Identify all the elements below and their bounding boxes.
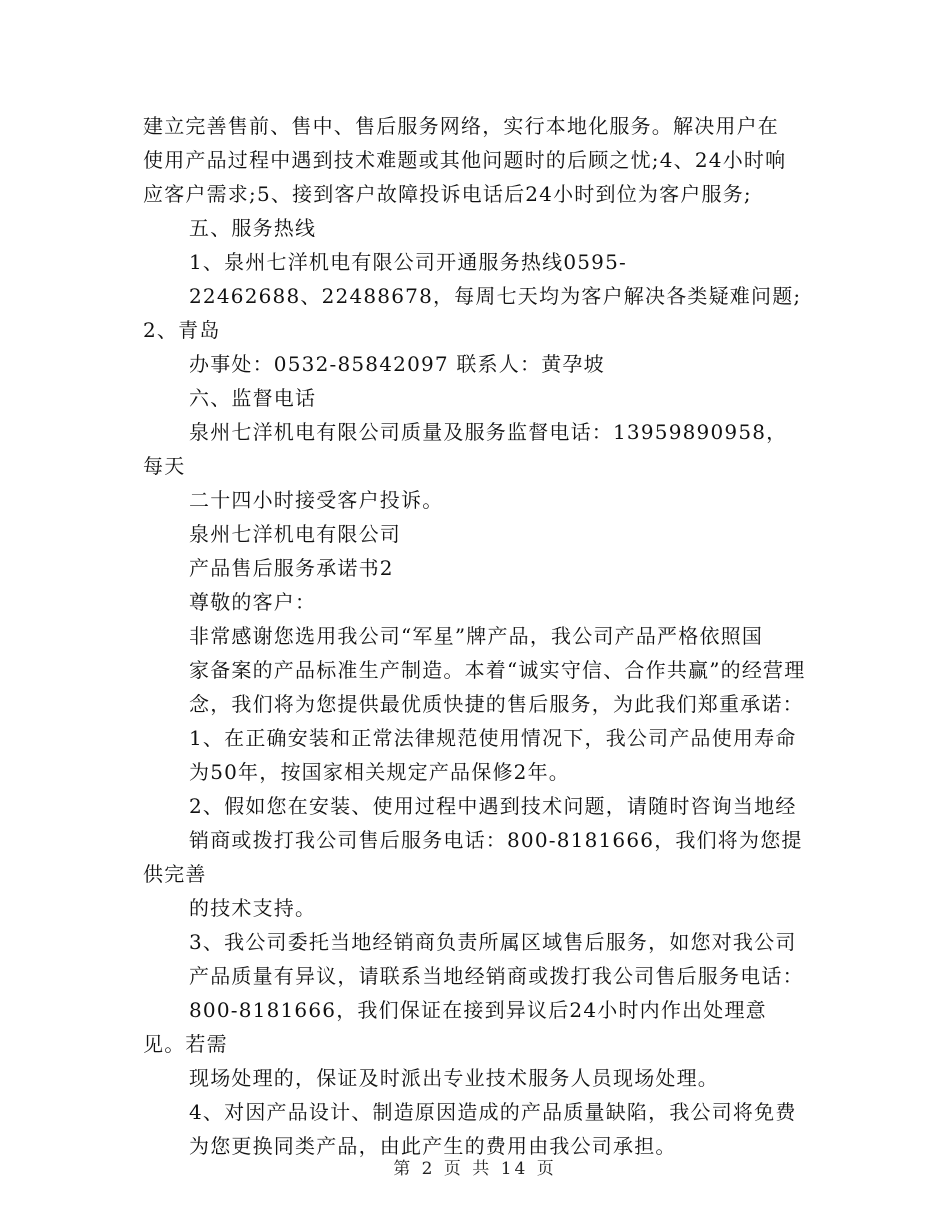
text-line: 22462688、22488678，每周七天均为客户解决各类疑难问题;2、青岛 bbox=[143, 284, 802, 342]
text-line: 2、假如您在安装、使用过程中遇到技术问题，请随时咨询当地经 bbox=[189, 794, 797, 818]
paragraph bbox=[143, 721, 808, 789]
text-line: 为您更换同类产品，由此产生的费用由我公司承担。 bbox=[189, 1134, 677, 1158]
text-line: 为50年，按国家相关规定产品保修2年。 bbox=[189, 760, 570, 784]
text-line: 销商或拨打我公司售后服务电话：800-8181666，我们将为您提供完善 bbox=[143, 828, 803, 886]
paragraph bbox=[143, 585, 808, 619]
text-line: 非常感谢您选用我公司“军星”牌产品，我公司产品严格依照国 bbox=[189, 624, 764, 648]
text-line: 4、对因产品设计、制造原因造成的产品质量缺陷，我公司将免费 bbox=[189, 1100, 797, 1124]
text-line: 产品质量有异议，请联系当地经销商或拨打我公司售后服务电话： bbox=[189, 964, 804, 988]
text-line: 建立完善售前、售中、售后服务网络，实行本地化服务。解决用户在 bbox=[143, 114, 779, 138]
paragraph bbox=[143, 415, 808, 517]
text-line: 念，我们将为您提供最优质快捷的售后服务，为此我们郑重承诺： bbox=[189, 692, 804, 716]
text-line: 家备案的产品标准生产制造。本着“诚实守信、合作共赢”的经营理 bbox=[189, 658, 806, 682]
text-line: 泉州七洋机电有限公司质量及服务监督电话：13959890958，每天 bbox=[143, 420, 788, 478]
paragraph bbox=[143, 789, 808, 925]
text-line: 六、监督电话 bbox=[189, 386, 317, 410]
paragraph bbox=[143, 925, 808, 1095]
paragraph bbox=[143, 619, 808, 721]
text-line: 产品售后服务承诺书2 bbox=[189, 556, 394, 580]
paragraph bbox=[143, 109, 808, 211]
paragraph bbox=[143, 211, 808, 245]
paragraph bbox=[143, 245, 808, 381]
text-line: 泉州七洋机电有限公司 bbox=[189, 522, 401, 546]
text-line: 3、我公司委托当地经销商负责所属区域售后服务，如您对我公司 bbox=[189, 930, 797, 954]
text-line: 使用产品过程中遇到技术难题或其他问题时的后顾之忧;4、24小时响 bbox=[143, 148, 787, 172]
text-line: 五、服务热线 bbox=[189, 216, 317, 240]
paragraph bbox=[143, 381, 808, 415]
text-line: 1、在正确安装和正常法律规范使用情况下，我公司产品使用寿命 bbox=[189, 726, 797, 750]
page-footer: 第 2 页 共 14 页 bbox=[393, 1159, 557, 1179]
paragraph bbox=[143, 517, 808, 551]
document-body bbox=[143, 109, 808, 1163]
text-line: 800-8181666，我们保证在接到异议后24小时内作出处理意见。若需 bbox=[143, 998, 767, 1056]
text-line: 现场处理的，保证及时派出专业技术服务人员现场处理。 bbox=[189, 1066, 719, 1090]
text-line: 1、泉州七洋机电有限公司开通服务热线0595- bbox=[189, 250, 627, 274]
text-line: 二十四小时接受客户投诉。 bbox=[189, 488, 444, 512]
text-line: 尊敬的客户： bbox=[189, 590, 317, 614]
paragraph bbox=[143, 1095, 808, 1163]
text-line: 应客户需求;5、接到客户故障投诉电话后24小时到位为客户服务; bbox=[143, 182, 752, 206]
text-line: 办事处：0532-85842097 联系人：黄孕坡 bbox=[189, 352, 605, 376]
text-line: 的技术支持。 bbox=[189, 896, 317, 920]
paragraph bbox=[143, 551, 808, 585]
